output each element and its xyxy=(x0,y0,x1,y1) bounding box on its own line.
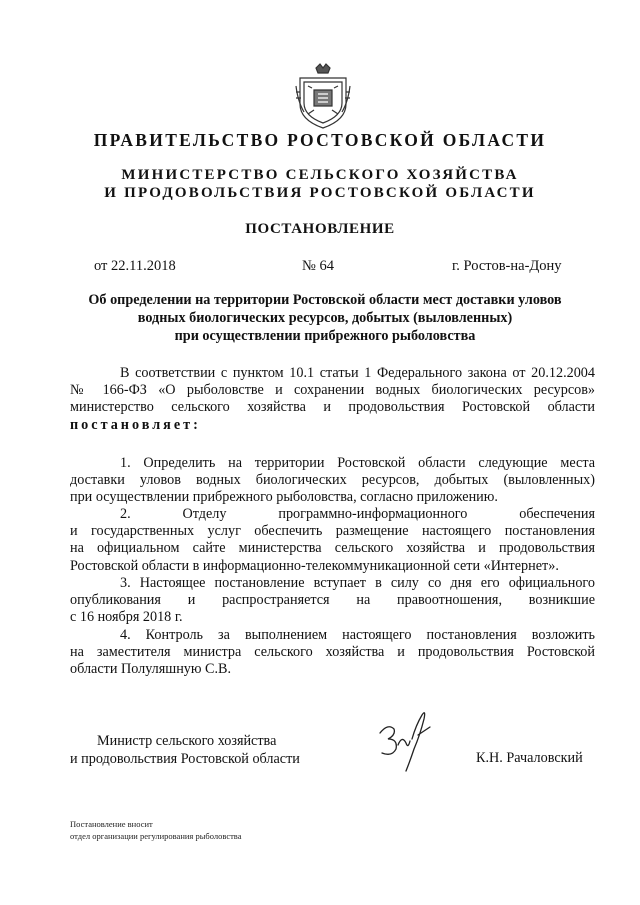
decree-line xyxy=(70,417,595,434)
footer-line2: отдел организации регулирования рыболовства xyxy=(70,831,242,841)
position-line1: Министр сельского хозяйства xyxy=(97,733,277,749)
document-number: № 64 xyxy=(302,258,334,274)
item-line: с 16 ноября 2018 г. xyxy=(70,609,183,626)
item-line: при осуществлении прибрежного рыболовства, согласно приложению. xyxy=(70,489,498,506)
position-line2: и продовольствия Ростовской области xyxy=(70,751,300,767)
title-line: водных биологических ресурсов, добытых (выловленных) xyxy=(137,310,513,326)
title-line: Об определении на территории Ростовской области мест доставки уловов xyxy=(88,292,562,308)
ministry-heading-line2: И ПРОДОВОЛЬСТВИЯ РОСТОВСКОЙ ОБЛАСТИ xyxy=(104,185,536,201)
preamble-line: № 166-ФЗ «О рыболовстве и сохранении водных биологических ресурсов» xyxy=(70,382,595,399)
document-city: г. Ростов-на-Дону xyxy=(452,258,562,274)
signatory-position xyxy=(70,732,300,768)
item-3 xyxy=(70,575,595,627)
item-line: 1. Определить на территории Ростовской области следующие места xyxy=(120,455,595,471)
handwritten-signature xyxy=(372,705,452,775)
preamble xyxy=(70,365,595,434)
preamble-line: министерство сельского хозяйства и продовольствия Ростовской области xyxy=(70,399,595,416)
preamble-line: В соответствии с пунктом 10.1 статьи 1 Федерального закона от 20.12.2004 xyxy=(120,365,595,381)
item-line: опубликования и распространяется на правоотношения, возникшие xyxy=(70,592,595,609)
document-type: ПОСТАНОВЛЕНИЕ xyxy=(245,221,395,237)
item-line: на официальном сайте министерства сельского хозяйства и продовольствия xyxy=(70,540,595,557)
item-line: 3. Настоящее постановление вступает в силу со дня его официального xyxy=(120,575,595,591)
item-line: на заместителя министра сельского хозяйства и продовольствия Ростовской xyxy=(70,644,595,661)
decree-word: постановляет xyxy=(70,416,194,433)
footer-note xyxy=(70,818,242,842)
decree-colon: : xyxy=(193,416,201,433)
item-line: доставки уловов водных биологических ресурсов, добытых (выловленных) xyxy=(70,472,595,489)
document-date: от 22.11.2018 xyxy=(94,258,176,274)
coat-of-arms-icon xyxy=(294,62,352,130)
item-line: области Полуляшную С.В. xyxy=(70,661,232,678)
item-4 xyxy=(70,627,595,679)
government-heading: ПРАВИТЕЛЬСТВО РОСТОВСКОЙ ОБЛАСТИ xyxy=(93,130,547,150)
ministry-heading-line1: МИНИСТЕРСТВО СЕЛЬСКОГО ХОЗЯЙСТВА xyxy=(121,167,519,183)
item-1 xyxy=(70,455,595,507)
item-line: 4. Контроль за выполнением настоящего постановления возложить xyxy=(120,627,595,643)
signatory-name: К.Н. Рачаловский xyxy=(476,750,583,766)
document-title xyxy=(60,291,590,345)
item-2 xyxy=(70,506,595,575)
item-line: 2. Отделу программно-информационного обеспечения xyxy=(120,506,595,522)
footer-line1: Постановление вносит xyxy=(70,819,153,829)
title-line: при осуществлении прибрежного рыболовства xyxy=(174,328,476,344)
item-line: Ростовской области в информационно-телекоммуникационной сети «Интернет». xyxy=(70,557,559,574)
item-line: и государственных услуг обеспечить размещение настоящего постановления xyxy=(70,523,595,540)
